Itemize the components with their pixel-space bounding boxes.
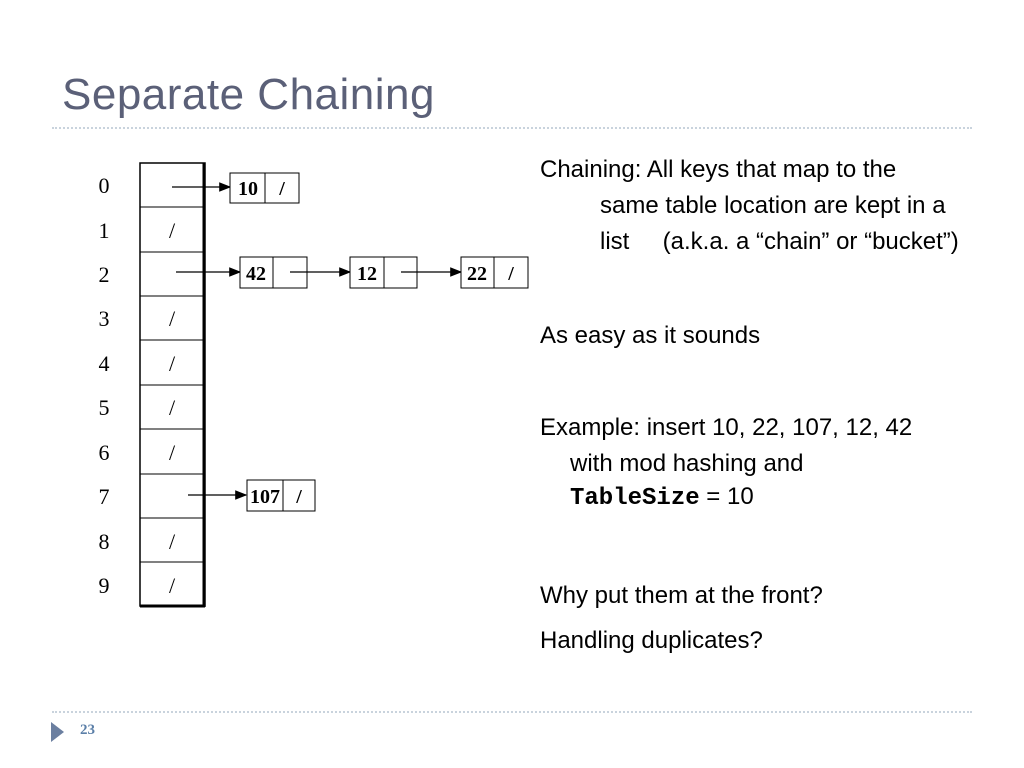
tablesize-value: = 10: [699, 483, 754, 510]
footer-divider: [52, 711, 972, 713]
chaining-line-1: Chaining: All keys that map to the: [540, 156, 897, 183]
example-block: [540, 410, 1010, 514]
chain-node-22: [461, 257, 528, 288]
chain-node-107: [247, 480, 315, 511]
slot-9-null: /: [168, 573, 176, 598]
slot-1-null: /: [168, 218, 176, 243]
node-key: 12: [357, 263, 377, 285]
node-next-null: /: [508, 263, 514, 285]
slot-3-null: /: [168, 306, 176, 331]
node-next-null: /: [296, 486, 302, 508]
slide-title: Separate Chaining: [62, 70, 435, 119]
slot-4-null: /: [168, 351, 176, 376]
example-line-3: [540, 482, 1010, 514]
index-label-7: 7: [98, 484, 110, 509]
chaining-line-3-text: list (a.k.a. a “chain” or “bucket”): [600, 228, 959, 255]
slot-6-null: /: [168, 440, 176, 465]
index-label-6: 6: [98, 440, 110, 465]
example-line-1: Example: insert 10, 22, 107, 12, 42: [540, 414, 913, 441]
node-next-null: /: [279, 178, 285, 200]
index-label-1: 1: [98, 218, 110, 243]
bullet-triangle-icon: [51, 722, 64, 742]
index-label-3: 3: [98, 306, 110, 331]
tablesize-code: TableSize: [570, 485, 700, 512]
chaining-line-3: [570, 224, 1024, 260]
front-question: Why put them at the front?: [540, 582, 823, 609]
chain-node-10: [230, 173, 299, 203]
index-label-0: 0: [98, 173, 110, 198]
node-key: 10: [238, 178, 258, 200]
index-label-4: 4: [98, 351, 110, 376]
duplicates-question: Handling duplicates?: [540, 627, 763, 654]
index-label-8: 8: [98, 529, 110, 554]
node-key: 42: [246, 263, 266, 285]
slot-8-null: /: [168, 529, 176, 554]
node-key: 22: [467, 263, 487, 285]
index-label-9: 9: [98, 573, 110, 598]
chaining-definition: [540, 152, 1024, 260]
node-key: 107: [250, 486, 280, 508]
page-number: 23: [80, 722, 95, 738]
example-line-2: with mod hashing and: [570, 450, 804, 477]
index-label-2: 2: [98, 262, 110, 287]
easy-note: As easy as it sounds: [540, 322, 761, 349]
index-label-5: 5: [98, 395, 110, 420]
slot-5-null: /: [168, 395, 176, 420]
chaining-line-2: same table location are kept in a: [600, 192, 946, 219]
